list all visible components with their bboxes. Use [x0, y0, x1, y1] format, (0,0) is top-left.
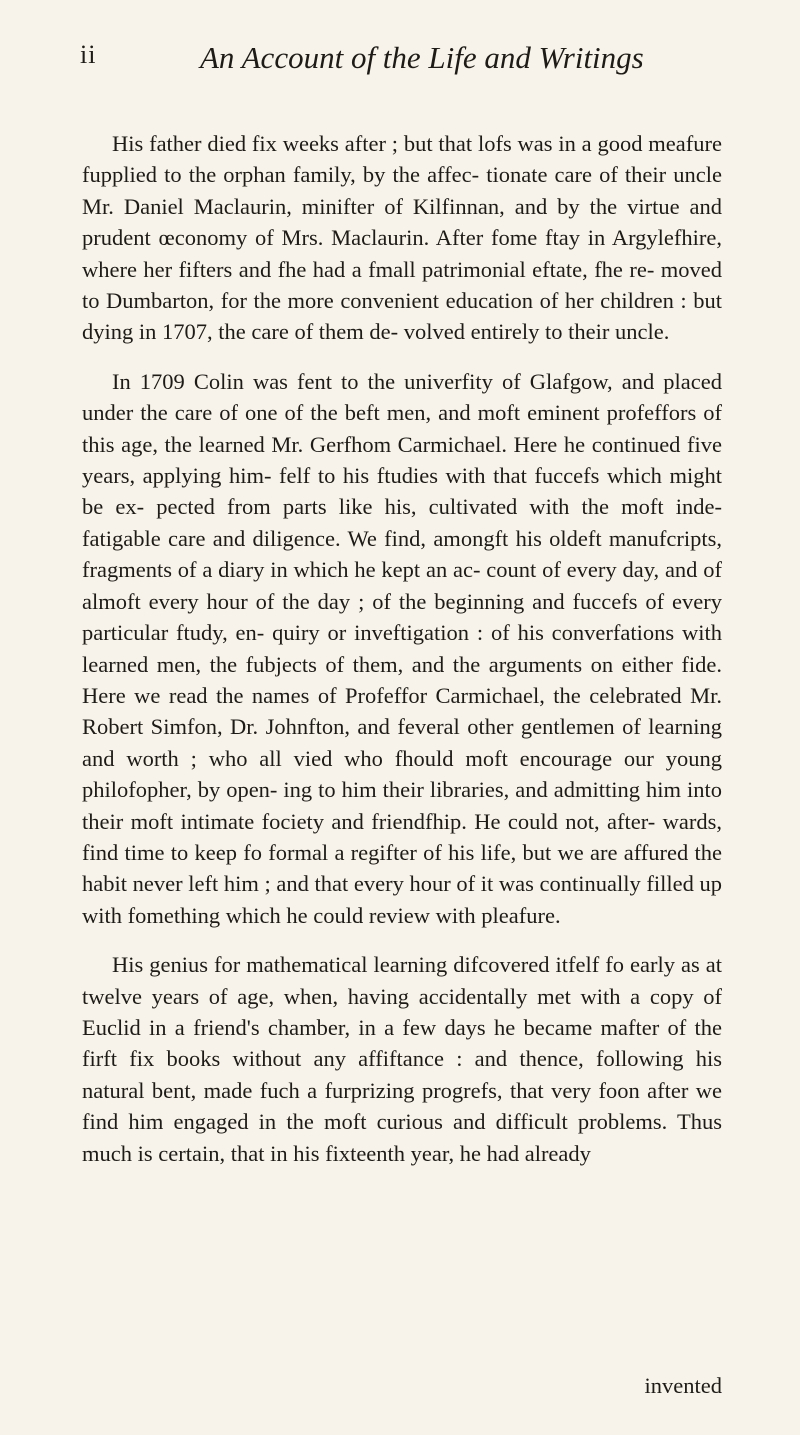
paragraph-mathematical-genius: His genius for mathematical learning difcovered itfelf fo early as at twelve years of age, when, having accidentally met with a copy of Euclid in a friend's chamber, in a few days he became mafter of the firft fix books without any affiftance : and thence, following his natural bent, made fuch a furprizing progrefs, that very foon after we find him engaged in the moft curious and difficult problems. Thus much is certain, that in his fixteenth year, he had already [82, 952, 722, 1166]
paragraph-father-death: His father died fix weeks after ; but that lofs was in a good meafure fupplied to the orphan family, by the affec- tionate care of their uncle Mr. Daniel Maclaurin, minifter of Kilfinnan, and by the virtue and prudent œconomy of Mrs. Maclaurin. After fome ftay in Argylefhire, where her fifters and fhe had a fmall patrimonial eftate, fhe re- moved to Dumbarton, for the more convenient education of her children : but dying in 1707, the care of them de- volved entirely to their uncle. [82, 131, 722, 345]
running-head: An Account of the Life and Writings [200, 40, 644, 75]
page-number: ii [80, 40, 97, 69]
catchword: invented [644, 1373, 722, 1398]
paragraph-university-glasgow: In 1709 Colin was fent to the univerfity of Glafgow, and placed under the care of one of the beft men, and moft eminent profeffors of this age, the learned Mr. Gerfhom Carmichael. Here he continued five years, applying him- felf to his ftudies with that fuccefs which might be ex- pected from parts like his, cultivated with the moft inde- fatigable care and diligence. We find, amongft his oldeft manufcripts, fragments of a diary in which he kept an ac- count of every day, and of almoft every hour of the day ; of the beginning and fuccefs of every particular ftudy, en- quiry or inveftigation : of his converfations with learned men, the fubjects of them, and the arguments on either fide. Here we read the names of Profeffor Carmichael, the celebrated Mr. Robert Simfon, Dr. Johnfton, and feveral other gentlemen of learning and worth ; who all vied who fhould moft encourage our young philofopher, by open- ing to him their libraries, and admitting him into their moft intimate fociety and friendfhip. He could not, after- wards, find time to keep fo formal a regifter of his life, but we are affured the habit never left him ; and that every hour of it was continually filled up with fomething which he could review with pleafure. [82, 368, 722, 928]
body-text [82, 128, 722, 1187]
page-header [80, 40, 720, 80]
